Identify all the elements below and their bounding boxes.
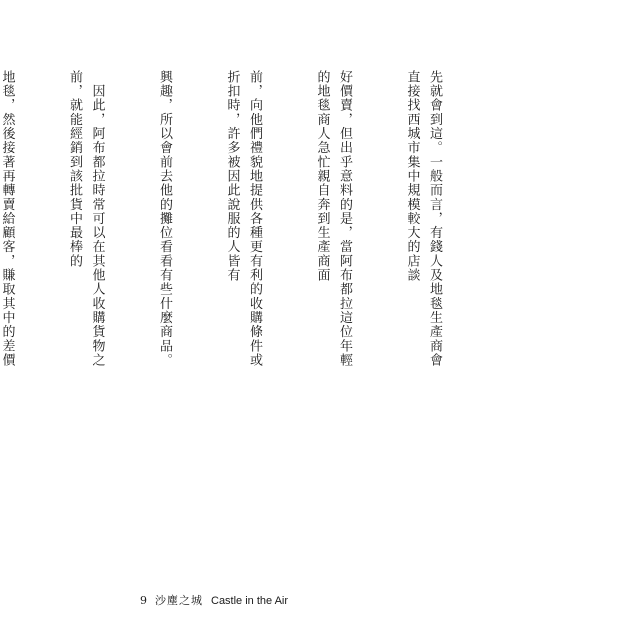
text-column: 興趣，所以會前去他的攤位看看有些什麼商品。 [157,70,172,368]
book-title-english: Castle in the Air [211,595,289,607]
body-text [0,70,490,370]
page-footer [140,592,288,608]
book-title: 沙塵之城 [155,594,203,607]
text-column: 因此，阿布都拉時常可以在其他人收購貨物之前，就能經銷到該批貨中最棒的 [67,70,105,368]
text-column: 先就會到這。一般而言，有錢人及地毯生產商會直接找西城市集中規模較大的店談 [404,70,442,368]
text-column: 地毯，然後接著再轉賣給顧客，賺取其中的差價 [0,70,15,368]
page-number: 9 [140,594,147,607]
text-column: 好價賣，但出乎意料的是，當阿布都拉這位年輕的地毯商人急忙親自奔到生產商面 [314,70,352,368]
text-column: 前，向他們禮貌地提供各種更有利的收購條件或折扣時，許多被因此說服的人皆有 [224,70,262,368]
